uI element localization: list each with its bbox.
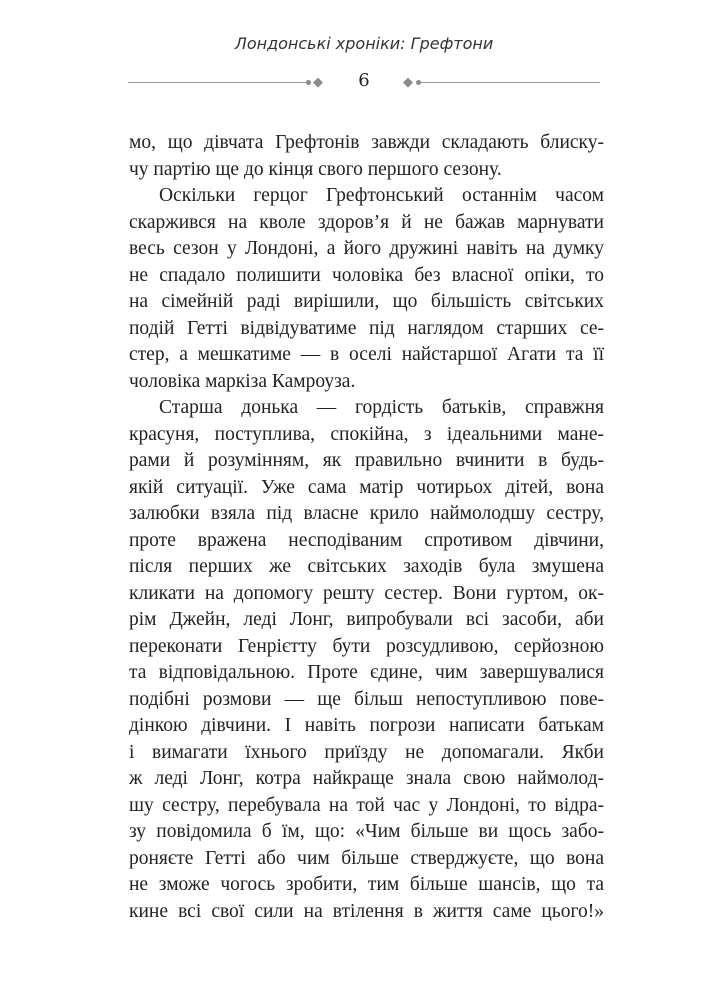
- ornament-arrow-left-icon: ◆: [313, 75, 323, 90]
- text-line: залюбки взяла під власне крило наймолодшу сестру,: [129, 503, 604, 524]
- text-line: кине всі свої сили на втілення в життя саме цього!»: [129, 900, 604, 922]
- text-line: після перших же світських заходів була змушена: [129, 556, 604, 577]
- text-line: проте вражена несподіваним спротивом дівчини,: [129, 529, 604, 551]
- text-line: весь сезон у Лондоні, а його дружині навіть на думку: [129, 238, 604, 259]
- text-line: переконати Генрієтту бути розсудливою, серйозною: [129, 635, 604, 657]
- text-line: рами й розумінням, як правильно вчинити в будь-: [129, 450, 604, 471]
- text-line: і вимагати їхнього приїзду не допомагали. Якби: [129, 741, 604, 763]
- text-line: красуня, поступлива, спокійна, з ідеальними мане-: [129, 423, 604, 445]
- text-line: якій ситуації. Уже сама матір чотирьох дітей, вона: [129, 476, 604, 498]
- text-line: та відповідальною. Проте єдине, чим завершувалися: [129, 662, 604, 683]
- text-line: не зможе чогось зробити, тим більше шансів, що та: [129, 874, 604, 895]
- ornament-arrow-right-icon: ◆: [403, 75, 413, 90]
- text-line: ж леді Лонг, котра найкраще знала свою наймолод-: [129, 768, 604, 789]
- text-line: чу партію ще до кінця свого першого сезону.: [129, 158, 502, 180]
- text-line: мо, що дівчата Грефтонів завжди складають блиску-: [129, 132, 604, 153]
- text-line: Оскільки герцог Грефтонський останнім часом: [159, 185, 604, 206]
- body-text: [129, 130, 604, 925]
- text-line: подібні розмови — ще більш непоступливою пове-: [129, 688, 604, 710]
- text-line: шу сестру, перебувала на той час у Лондоні, то відра-: [129, 794, 604, 816]
- text-line: рім Джейн, леді Лонг, випробували всі засоби, аби: [129, 609, 604, 630]
- text-line: стер, а мешкатиме — в оселі найстаршої Агати та її: [129, 344, 604, 365]
- text-line: роняєте Гетті або чим більше стверджуєте, що вона: [129, 847, 604, 869]
- page-number: 6: [358, 70, 370, 91]
- running-title: Лондонські хроніки: Грефтони: [234, 34, 494, 53]
- header-rule-right: [420, 82, 600, 83]
- text-line: дінкою дівчини. І навіть погрози написати батькам: [129, 715, 604, 736]
- text-line: зу повідомила б їм, що: «Чим більше ви щось забо-: [129, 821, 604, 842]
- text-line: скаржився на кволе здоров’я й не бажав марнувати: [129, 211, 604, 233]
- text-line: кликати на допомогу решту сестер. Вони гуртом, ок-: [129, 582, 604, 604]
- text-line: чоловіка маркіза Камроуза.: [129, 370, 356, 392]
- text-line: Старша донька — гордість батьків, справжня: [159, 397, 604, 418]
- text-line: подій Гетті відвідуватиме під наглядом старших се-: [129, 317, 604, 339]
- text-line: не спадало полишити чоловіка без власної опіки, то: [129, 264, 604, 286]
- text-line: на сімейній раді вирішили, що більшість світських: [129, 291, 604, 312]
